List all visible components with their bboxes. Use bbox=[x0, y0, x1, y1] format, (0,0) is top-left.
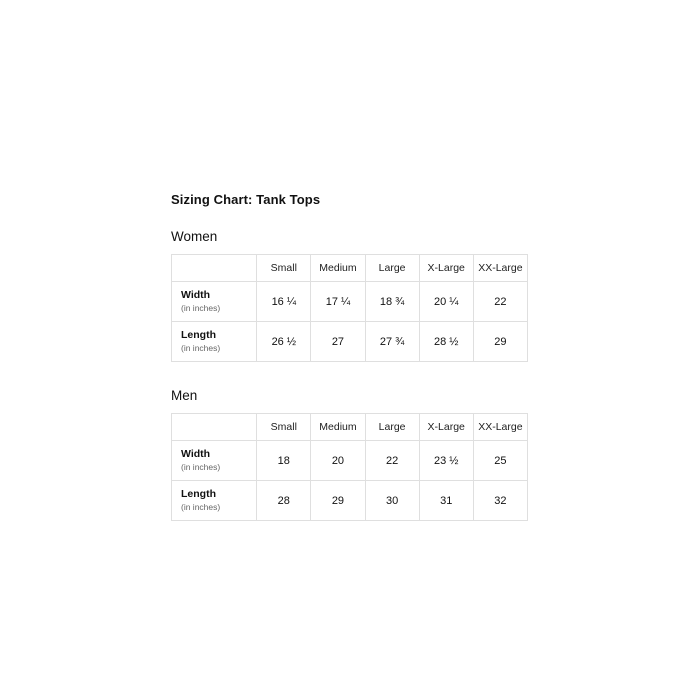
column-header-large: Large bbox=[365, 414, 419, 441]
column-header-xx-large: XX-Large bbox=[473, 414, 527, 441]
cell-width-xx-large: 25 bbox=[473, 441, 527, 481]
column-header-medium: Medium bbox=[311, 414, 365, 441]
cell-width-small: 16 ¼ bbox=[257, 282, 311, 322]
section-men bbox=[171, 388, 531, 521]
cell-length-xx-large: 32 bbox=[473, 481, 527, 521]
row-header-length bbox=[172, 481, 257, 521]
cell-length-medium: 29 bbox=[311, 481, 365, 521]
table-row bbox=[172, 322, 528, 362]
cell-width-large: 18 ¾ bbox=[365, 282, 419, 322]
section-heading-women: Women bbox=[171, 229, 218, 244]
cell-length-x-large: 31 bbox=[419, 481, 473, 521]
row-sublabel: (in inches) bbox=[181, 303, 221, 314]
cell-width-large: 22 bbox=[365, 441, 419, 481]
content-area bbox=[171, 192, 531, 547]
table-header-row bbox=[172, 414, 528, 441]
row-sublabel: (in inches) bbox=[181, 343, 221, 354]
row-header-width bbox=[172, 282, 257, 322]
row-label: Length bbox=[181, 488, 216, 501]
row-label: Width bbox=[181, 448, 211, 461]
cell-length-xx-large: 29 bbox=[473, 322, 527, 362]
cell-length-large: 30 bbox=[365, 481, 419, 521]
table-row bbox=[172, 282, 528, 322]
table-corner-cell bbox=[172, 255, 257, 282]
column-header-xx-large: XX-Large bbox=[473, 255, 527, 282]
cell-width-medium: 17 ¼ bbox=[311, 282, 365, 322]
row-header-length bbox=[172, 322, 257, 362]
section-women bbox=[171, 229, 531, 362]
row-label: Width bbox=[181, 289, 211, 302]
column-header-small: Small bbox=[257, 255, 311, 282]
column-header-medium: Medium bbox=[311, 255, 365, 282]
cell-length-medium: 27 bbox=[311, 322, 365, 362]
column-header-small: Small bbox=[257, 414, 311, 441]
cell-width-xx-large: 22 bbox=[473, 282, 527, 322]
table-row bbox=[172, 481, 528, 521]
table-corner-cell bbox=[172, 414, 257, 441]
row-sublabel: (in inches) bbox=[181, 502, 221, 513]
cell-length-x-large: 28 ½ bbox=[419, 322, 473, 362]
column-header-large: Large bbox=[365, 255, 419, 282]
column-header-x-large: X-Large bbox=[419, 255, 473, 282]
section-heading-men: Men bbox=[171, 388, 198, 403]
row-label: Length bbox=[181, 329, 216, 342]
column-header-x-large: X-Large bbox=[419, 414, 473, 441]
cell-width-x-large: 23 ½ bbox=[419, 441, 473, 481]
cell-width-x-large: 20 ¼ bbox=[419, 282, 473, 322]
table-row bbox=[172, 441, 528, 481]
cell-length-small: 28 bbox=[257, 481, 311, 521]
cell-width-medium: 20 bbox=[311, 441, 365, 481]
row-header-width bbox=[172, 441, 257, 481]
page-title: Sizing Chart: Tank Tops bbox=[171, 192, 321, 207]
cell-length-small: 26 ½ bbox=[257, 322, 311, 362]
size-table-women bbox=[171, 254, 528, 362]
cell-width-small: 18 bbox=[257, 441, 311, 481]
size-table-men bbox=[171, 413, 528, 521]
table-header-row bbox=[172, 255, 528, 282]
cell-length-large: 27 ¾ bbox=[365, 322, 419, 362]
row-sublabel: (in inches) bbox=[181, 462, 221, 473]
